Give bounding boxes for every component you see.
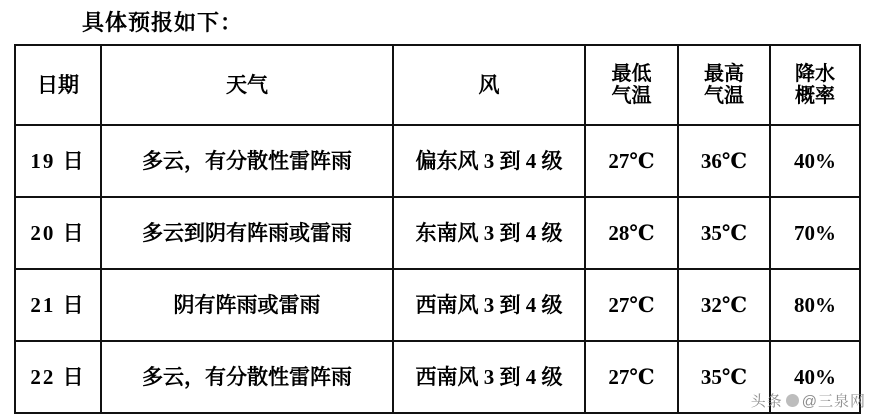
table-header <box>15 45 860 125</box>
column-header-min-temperature-line1: 最低 <box>611 62 652 85</box>
watermark-prefix: 头条 <box>750 393 783 410</box>
cell-max-temperature: 35℃ <box>678 341 770 413</box>
table-row <box>15 341 860 413</box>
cell-precipitation-probability: 80% <box>770 269 860 341</box>
cell-min-temperature: 27℃ <box>585 125 678 197</box>
column-header-min-temperature <box>585 45 678 125</box>
table-body <box>15 125 860 413</box>
cell-wind: 西南风 3 到 4 级 <box>393 269 585 341</box>
cell-weather: 阴有阵雨或雷雨 <box>101 269 393 341</box>
table-row <box>15 197 860 269</box>
cell-precipitation-probability: 40% <box>770 125 860 197</box>
cell-date: 20 日 <box>15 197 101 269</box>
weather-forecast-table <box>14 44 861 414</box>
column-header-date: 日期 <box>15 45 101 125</box>
cell-max-temperature: 35℃ <box>678 197 770 269</box>
cell-weather: 多云到阴有阵雨或雷雨 <box>101 197 393 269</box>
table-row <box>15 125 860 197</box>
column-header-precipitation-probability <box>770 45 860 125</box>
cell-wind: 偏东风 3 到 4 级 <box>393 125 585 197</box>
cell-max-temperature: 36℃ <box>678 125 770 197</box>
table-header-row <box>15 45 860 125</box>
forecast-table-container <box>14 44 859 414</box>
cell-wind: 东南风 3 到 4 级 <box>393 197 585 269</box>
cell-date: 22 日 <box>15 341 101 413</box>
column-header-min-temperature-line2: 气温 <box>611 85 652 107</box>
column-header-max-temperature-line1: 最高 <box>704 62 744 85</box>
cell-weather: 多云，有分散性雷阵雨 <box>101 125 393 197</box>
cell-min-temperature: 28℃ <box>585 197 678 269</box>
column-header-max-temperature <box>678 45 770 125</box>
cell-date: 19 日 <box>15 125 101 197</box>
watermark-logo-icon <box>786 394 799 407</box>
table-row <box>15 269 860 341</box>
cell-wind: 西南风 3 到 4 级 <box>393 341 585 413</box>
cell-weather: 多云，有分散性雷阵雨 <box>101 341 393 413</box>
cell-max-temperature: 32℃ <box>678 269 770 341</box>
column-header-precipitation-line2: 概率 <box>795 85 835 107</box>
column-header-precipitation-line1: 降水 <box>795 62 835 85</box>
cell-precipitation-probability: 40% <box>770 341 860 413</box>
column-header-weather: 天气 <box>101 45 393 125</box>
cell-min-temperature: 27℃ <box>585 269 678 341</box>
watermark-suffix: @三泉网 <box>801 393 866 410</box>
intro-paragraph: 具体预报如下： <box>82 10 244 35</box>
cell-precipitation-probability: 70% <box>770 197 860 269</box>
column-header-max-temperature-line2: 气温 <box>704 85 744 107</box>
column-header-wind: 风 <box>393 45 585 125</box>
cell-min-temperature: 27℃ <box>585 341 678 413</box>
watermark <box>751 390 866 411</box>
cell-date: 21 日 <box>15 269 101 341</box>
